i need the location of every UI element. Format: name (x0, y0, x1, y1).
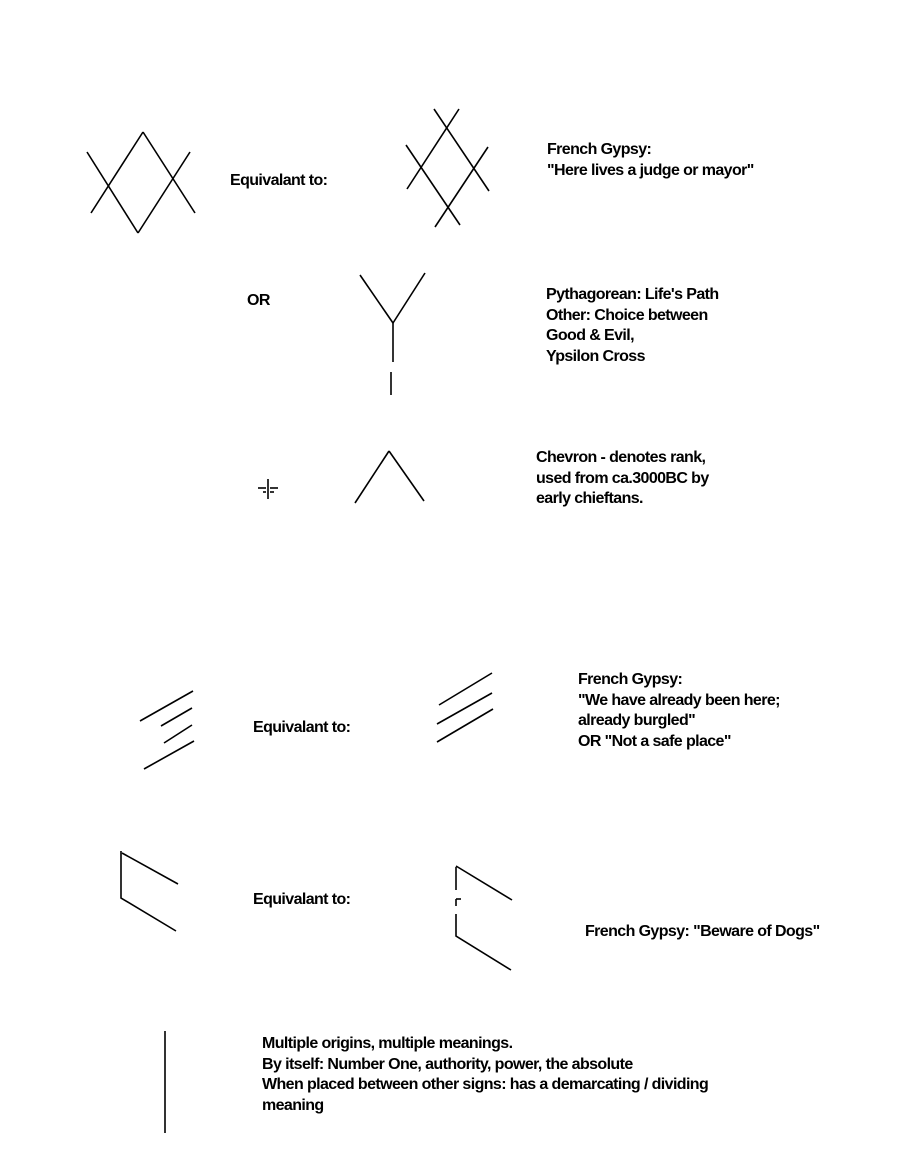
description-line: used from ca.3000BC by (536, 469, 709, 487)
description-line: "We have already been here; (578, 691, 780, 709)
dogs-sign-left (121, 851, 178, 931)
description-line: "Here lives a judge or mayor" (547, 161, 754, 179)
description-line: Multiple origins, multiple meanings. (262, 1035, 513, 1052)
one-description (262, 1034, 708, 1116)
description-line: Good & Evil, (546, 327, 634, 344)
description-line: Pythagorean: Life's Path (546, 286, 719, 303)
path-description (546, 285, 719, 367)
ypsilon-cross (360, 273, 425, 395)
description-line: When placed between other signs: has a demarcating / dividing (262, 1076, 709, 1093)
description-line: early chieftans. (536, 490, 643, 507)
or-label: OR (247, 292, 270, 309)
judge-description (547, 140, 754, 181)
equivalent-label-burgled: Equivalant to: (253, 719, 351, 736)
judge-sign-right (406, 109, 489, 227)
burgled-sign-right (437, 673, 493, 742)
judge-sign-left (87, 132, 195, 233)
chevron-sign (355, 451, 424, 503)
equivalent-label-judge: Equivalant to: (230, 172, 328, 189)
description-line: By itself: Number One, authority, power, the absolute (262, 1055, 633, 1073)
dogs-description (585, 922, 820, 943)
description-line: Ypsilon Cross (546, 347, 645, 365)
burgled-description (578, 670, 780, 752)
burgled-sign-left (140, 691, 194, 769)
description-line: Chevron - denotes rank, (536, 449, 706, 466)
description-line: meaning (262, 1096, 324, 1114)
chevron-description (536, 448, 709, 510)
description-line: French Gypsy: "Beware of Dogs" (585, 923, 820, 940)
description-line: OR "Not a safe place" (578, 732, 731, 750)
description-line: French Gypsy: (578, 671, 683, 688)
description-line: already burgled" (578, 712, 696, 729)
plus-marker (258, 479, 278, 499)
dogs-sign-right (456, 866, 512, 970)
description-line: French Gypsy: (547, 141, 652, 158)
description-line: Other: Choice between (546, 306, 708, 324)
equivalent-label-dogs: Equivalant to: (253, 891, 351, 908)
